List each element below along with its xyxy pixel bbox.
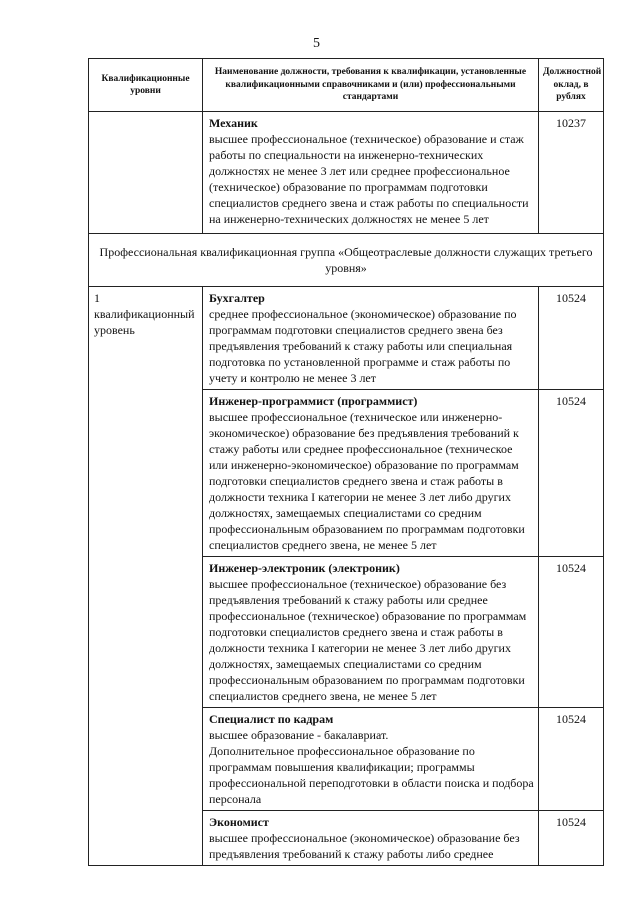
row-salary: 10524 [539, 708, 604, 811]
position-title: Инженер-программист (программист) [209, 394, 418, 408]
position-requirements: высшее профессиональное (техническое) образование без предъявления требований к стажу работы или среднее профессиональное (техническое) образование по программам подготовки специалистов среднего звена и стаж работы в должности техника I категории не менее 3 лет либо других должностях, замещаемых специалистами со средним профессиональным образованием по программам подготовки специалистов среднего звена, не менее 5 лет [209, 577, 527, 703]
table-row-group [89, 234, 604, 287]
row-salary: 10524 [539, 557, 604, 708]
row-salary: 10524 [539, 390, 604, 557]
row-salary: 10237 [539, 112, 604, 234]
row-salary: 10524 [539, 811, 604, 866]
position-title: Механик [209, 116, 258, 130]
row-description [203, 287, 539, 390]
row-level: 1 квалификационный уровень [89, 287, 203, 866]
position-title: Бухгалтер [209, 291, 265, 305]
table-row-accountant [89, 287, 604, 390]
group-title: Профессиональная квалификационная группа «Общеотраслевые должности служащих третьего уровня» [89, 234, 604, 287]
position-title: Инженер-электроник (электроник) [209, 561, 400, 575]
page-number: 5 [313, 36, 320, 51]
position-title: Экономист [209, 815, 269, 829]
row-description [203, 112, 539, 234]
position-requirements: высшее профессиональное (экономическое) образование без предъявления требований к стажу работы либо среднее [209, 831, 520, 861]
position-requirements: высшее профессиональное (техническое) образование и стаж работы по специальности на инженерно-технических должностях не менее 3 лет или среднее профессиональное (техническое) образование по программам подготовки специалистов среднего звена и стаж работы по специальности на инженерно-технических должностях не менее 5 лет [209, 132, 529, 226]
position-requirements: высшее образование - бакалавриат. Дополнительное профессиональное образование по программам повышения квалификации; программы профессиональной переподготовки в области поиска и подбора персонала [209, 728, 534, 806]
header-description: Наименование должности, требования к квалификации, установленные квалификационными справочниками и (или) профессиональными стандартами [203, 59, 539, 112]
row-level [89, 112, 203, 234]
header-level: Квалификационные уровни [89, 59, 203, 112]
position-title: Специалист по кадрам [209, 712, 334, 726]
row-description [203, 811, 539, 866]
row-description [203, 390, 539, 557]
row-description [203, 557, 539, 708]
row-salary: 10524 [539, 287, 604, 390]
qualification-table [88, 58, 604, 866]
table-header-row [89, 59, 604, 112]
position-requirements: среднее профессиональное (экономическое) образование по программам подготовки специалистов среднего звена без предъявления требований к стажу работы или специальная подготовка по установленной программе и стаж работы по учету и контролю не менее 3 лет [209, 307, 517, 385]
table-row-mechanic [89, 112, 604, 234]
row-description [203, 708, 539, 811]
position-requirements: высшее профессиональное (техническое или инженерно-экономическое) образование без предъявления требований к стажу работы или среднее профессиональное (техническое или инженерно-экономическое) образование по программам подготовки специалистов среднего звена и стаж работы в должности техника I категории не менее 3 лет либо других должностях, замещаемых специалистами со средним профессиональным образованием по программам подготовки специалистов среднего звена, не менее 5 лет [209, 410, 525, 552]
header-salary: Должностной оклад, в рублях [539, 59, 604, 112]
